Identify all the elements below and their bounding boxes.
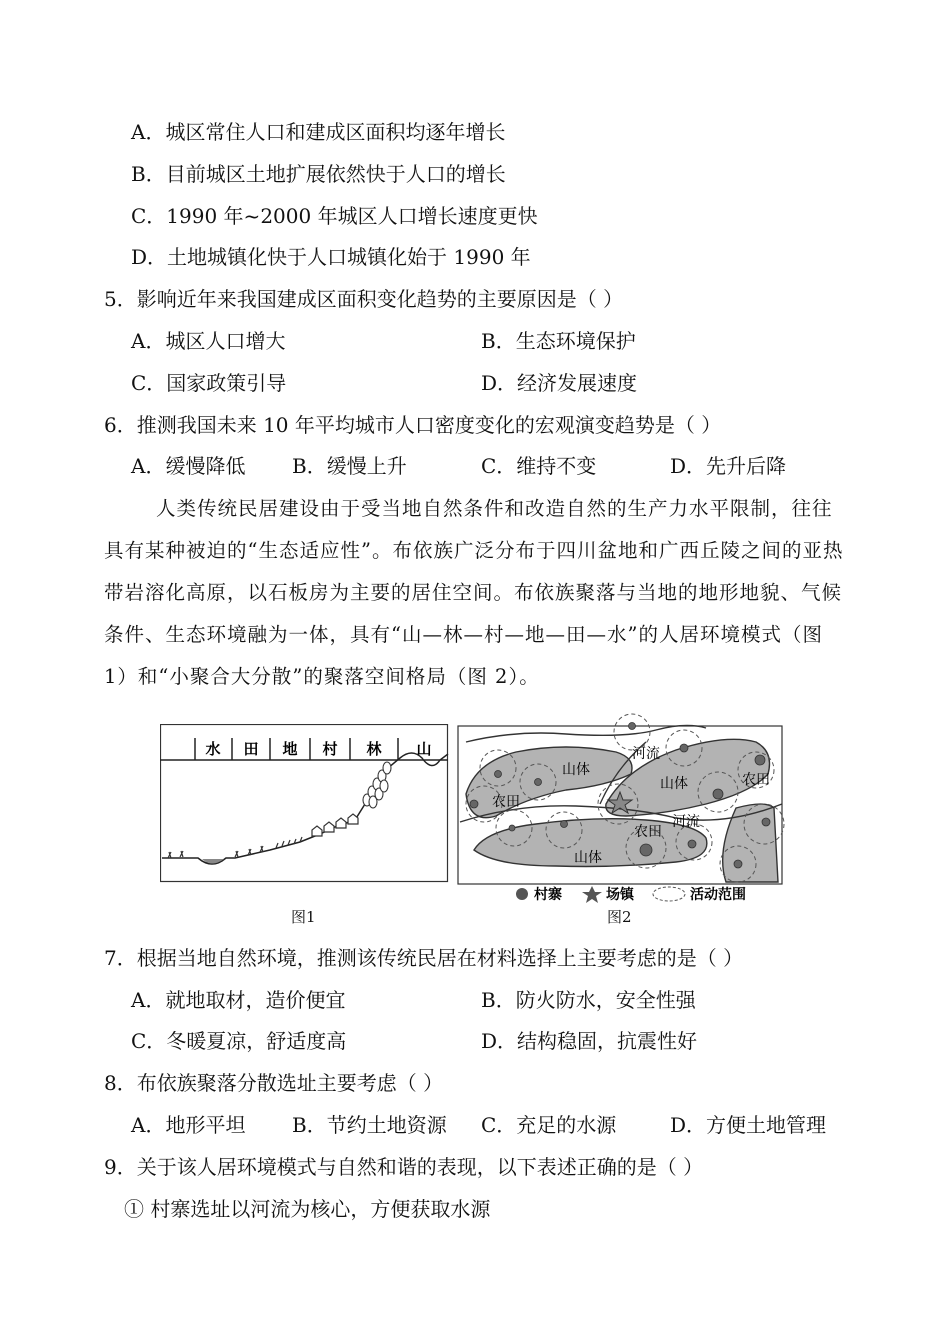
- q7-option-d: D．结构稳固，抗震性好: [481, 1029, 698, 1053]
- label-mountain-1: 山体: [562, 762, 590, 778]
- label-river-2: 河流: [672, 814, 700, 830]
- zone-label-mountain: 山: [416, 740, 432, 758]
- label-river-1: 河流: [632, 746, 660, 762]
- q7-option-a: A．就地取材，造价便宜: [131, 988, 346, 1012]
- legend-village-icon: [516, 888, 528, 900]
- q6-option-d: D．先升后降: [670, 454, 787, 478]
- q6-option-a: A．缓慢降低: [131, 454, 246, 478]
- q5-option-d: D．经济发展速度: [481, 371, 638, 395]
- figure-1: [160, 724, 449, 884]
- passage: [104, 488, 849, 698]
- q8-option-b: B．节约土地资源: [292, 1113, 447, 1137]
- legend-range-icon: [653, 887, 685, 901]
- figure-2-map: [456, 712, 790, 908]
- legend-village-label: 村寨: [534, 887, 562, 903]
- label-mountain-3: 山体: [574, 850, 602, 866]
- q5-option-c: C．国家政策引导: [131, 371, 287, 395]
- zone-label-field: 田: [243, 740, 259, 758]
- legend-range-label: 活动范围: [690, 887, 746, 903]
- label-field-3: 农田: [742, 772, 770, 788]
- zone-label-land: 地: [282, 740, 298, 758]
- legend-town-icon: [582, 886, 602, 903]
- q7-option-c: C．冬暖夏凉，舒适度高: [131, 1029, 347, 1053]
- q6-option-c: C．维持不变: [481, 454, 597, 478]
- q8-option-c: C．充足的水源: [481, 1113, 617, 1137]
- label-mountain-2: 山体: [660, 776, 688, 792]
- q8-stem: 8．布依族聚落分散选址主要考虑（ ）: [104, 1071, 444, 1095]
- q9-item-1: ① 村寨选址以河流为核心，方便获取水源: [124, 1197, 491, 1221]
- figure-2-caption: 图2: [607, 908, 632, 926]
- q6-stem: 6．推测我国未来 10 年平均城市人口密度变化的宏观演变趋势是（ ）: [104, 413, 722, 437]
- label-field-2: 农田: [634, 824, 662, 840]
- q4-option-a: A．城区常住人口和建成区面积均逐年增长: [131, 120, 506, 144]
- q8-option-a: A．地形平坦: [131, 1113, 246, 1137]
- q5-stem: 5．影响近年来我国建成区面积变化趋势的主要原因是（ ）: [104, 287, 624, 311]
- q7-option-b: B．防火防水，安全性强: [481, 988, 696, 1012]
- q4-option-b: B．目前城区土地扩展依然快于人口的增长: [131, 162, 506, 186]
- q6-option-b: B．缓慢上升: [292, 454, 407, 478]
- q4-option-d: D．土地城镇化快于人口城镇化始于 1990 年: [131, 245, 531, 269]
- legend-town-label: 场镇: [606, 887, 634, 903]
- q4-option-c: C．1990 年~2000 年城区人口增长速度更快: [131, 204, 538, 228]
- q5-option-b: B．生态环境保护: [481, 329, 636, 353]
- label-field-1: 农田: [492, 794, 520, 810]
- zone-label-forest: 林: [366, 740, 382, 758]
- q9-stem: 9．关于该人居环境模式与自然和谐的表现，以下表述正确的是（ ）: [104, 1155, 704, 1179]
- figure-1-caption: 图1: [291, 908, 316, 926]
- zone-label-water: 水: [205, 740, 221, 758]
- figure-2: [456, 712, 790, 908]
- q8-option-d: D．方便土地管理: [670, 1113, 827, 1137]
- q7-stem: 7．根据当地自然环境，推测该传统民居在材料选择上主要考虑的是（ ）: [104, 946, 744, 970]
- zone-label-village: 村: [322, 740, 338, 758]
- figure-1-diagram: [160, 724, 449, 884]
- q5-option-a: A．城区人口增大: [131, 329, 286, 353]
- passage-text: 人类传统民居建设由于受当地自然条件和改造自然的生产力水平限制，往往具有某种被迫的“生态适应性”。布依族广泛分布于四川盆地和广西丘陵之间的亚热带岩溶化高原，以石板房为主要的居住空间。布依族聚落与当地的地形地貌、气候条件、生态环境融为一体，具有“山—林—村—地—田—水”的人居环境模式（图 1）和“小聚合大分散”的聚落空间格局（图 2）。: [104, 497, 844, 688]
